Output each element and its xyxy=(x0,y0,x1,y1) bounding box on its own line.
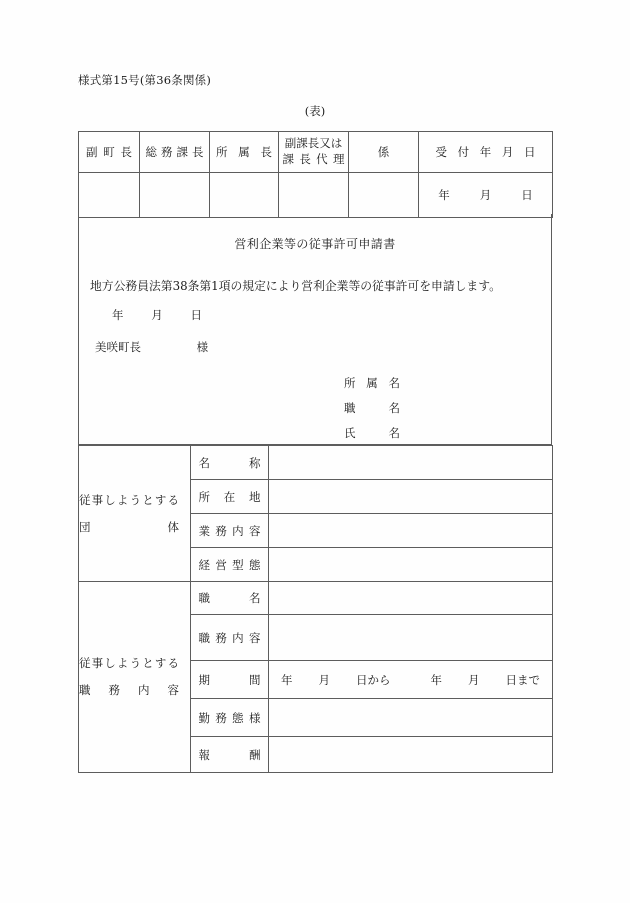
approval-header-row xyxy=(79,132,553,173)
label-org-management-type-text: 経営型態 xyxy=(198,557,261,572)
period-from-year: 年 xyxy=(281,672,293,687)
stamp-box-general-affairs-chief[interactable] xyxy=(140,173,210,218)
category-organization-line1: 従事しようとする xyxy=(79,492,179,507)
signature-name-row[interactable] xyxy=(344,421,400,446)
label-duty-period xyxy=(191,661,269,699)
label-org-business-text: 業務内容 xyxy=(198,523,261,538)
header-cell-section-chief xyxy=(210,132,279,173)
field-duty-position[interactable] xyxy=(269,582,553,615)
period-from-month: 月 xyxy=(318,672,330,687)
application-month: 月 xyxy=(151,308,191,322)
period-placeholder xyxy=(281,673,540,687)
header-cell-deputy-mayor xyxy=(79,132,140,173)
period-to-month: 月 xyxy=(468,672,480,687)
side-marker: (表) xyxy=(304,104,326,118)
table-row xyxy=(79,582,553,615)
receipt-day: 日 xyxy=(521,188,533,202)
field-duty-content[interactable] xyxy=(269,615,553,661)
header-cell-receipt-date xyxy=(419,132,553,173)
label-duty-remuneration xyxy=(191,737,269,773)
addressee-name: 美咲町長 xyxy=(95,340,141,354)
stamp-box-section-chief[interactable] xyxy=(210,173,279,218)
label-duty-position xyxy=(191,582,269,615)
field-duty-work-style[interactable] xyxy=(269,699,553,737)
label-clerk: 係 xyxy=(377,144,390,159)
addressee-line xyxy=(95,339,208,355)
label-section-chief: 所属長 xyxy=(216,144,272,159)
receipt-month: 月 xyxy=(479,188,492,202)
approval-value-row xyxy=(79,173,553,218)
label-general-affairs-chief: 総務課長 xyxy=(145,144,204,159)
period-from-day: 日から xyxy=(356,672,391,687)
label-duty-content xyxy=(191,615,269,661)
receipt-date-field[interactable] xyxy=(419,173,553,218)
label-deputy-section-line2: 課長代理 xyxy=(282,152,345,166)
period-to-year: 年 xyxy=(430,672,442,687)
application-year: 年 xyxy=(112,308,152,322)
signature-position-row[interactable] xyxy=(344,396,400,421)
table-row xyxy=(79,446,553,480)
header-cell-clerk xyxy=(349,132,419,173)
label-org-name-text: 名称 xyxy=(198,455,261,470)
receipt-year: 年 xyxy=(438,188,450,202)
label-org-address-text: 所在地 xyxy=(198,489,261,504)
field-org-management-type[interactable] xyxy=(269,548,553,582)
period-to-day: 日まで xyxy=(505,672,540,687)
stamp-box-deputy-section-chief[interactable] xyxy=(279,173,349,218)
document-title: 営利企業等の従事許可申請書 xyxy=(234,237,396,251)
field-org-name[interactable] xyxy=(269,446,553,480)
application-date-placeholder xyxy=(112,307,202,323)
label-duty-content-text: 職務内容 xyxy=(198,630,261,645)
header-cell-deputy-section-chief xyxy=(279,132,349,173)
label-org-address xyxy=(191,480,269,514)
label-name: 氏名 xyxy=(344,426,400,440)
category-organization-line2: 団体 xyxy=(79,519,179,534)
declaration-block xyxy=(78,214,552,445)
label-duty-period-text: 期間 xyxy=(198,672,261,687)
category-duties xyxy=(79,582,191,773)
field-org-address[interactable] xyxy=(269,480,553,514)
label-deputy-section-line1: 副課長又は xyxy=(284,136,343,151)
category-duties-line2: 職務内容 xyxy=(79,683,179,697)
application-day: 日 xyxy=(190,308,202,322)
header-cell-general-affairs-chief xyxy=(140,132,210,173)
stamp-box-clerk[interactable] xyxy=(349,173,419,218)
category-organization xyxy=(79,446,191,582)
field-duty-remuneration[interactable] xyxy=(269,737,553,773)
label-receipt-date: 受付年月日 xyxy=(435,144,536,159)
approval-stamp-table xyxy=(78,131,553,218)
stamp-box-deputy-mayor[interactable] xyxy=(79,173,140,218)
label-duty-work-style xyxy=(191,699,269,737)
label-deputy-mayor: 副町長 xyxy=(86,144,132,159)
label-org-business xyxy=(191,514,269,548)
label-affiliation: 所属名 xyxy=(344,376,400,390)
label-duty-remuneration-text: 報酬 xyxy=(198,747,261,762)
category-duties-line1: 従事しようとする xyxy=(79,656,179,670)
application-date-line[interactable] xyxy=(112,307,202,323)
label-position: 職名 xyxy=(344,401,400,415)
body-sentence: 地方公務員法第38条第1項の規定により営利企業等の従事許可を申請します。 xyxy=(90,279,501,293)
field-org-business[interactable] xyxy=(269,514,553,548)
signature-affiliation-row[interactable] xyxy=(344,371,400,396)
label-duty-work-style-text: 勤務態様 xyxy=(198,710,261,725)
label-org-management-type xyxy=(191,548,269,582)
field-duty-period[interactable] xyxy=(269,661,553,699)
label-duty-position-text: 職名 xyxy=(198,591,261,605)
signature-block xyxy=(344,371,400,446)
detail-table xyxy=(78,445,553,773)
form-number: 様式第15号(第36条関係) xyxy=(78,73,212,87)
addressee-honorific: 様 xyxy=(196,340,209,354)
receipt-date-placeholder xyxy=(438,188,533,202)
label-org-name xyxy=(191,446,269,480)
